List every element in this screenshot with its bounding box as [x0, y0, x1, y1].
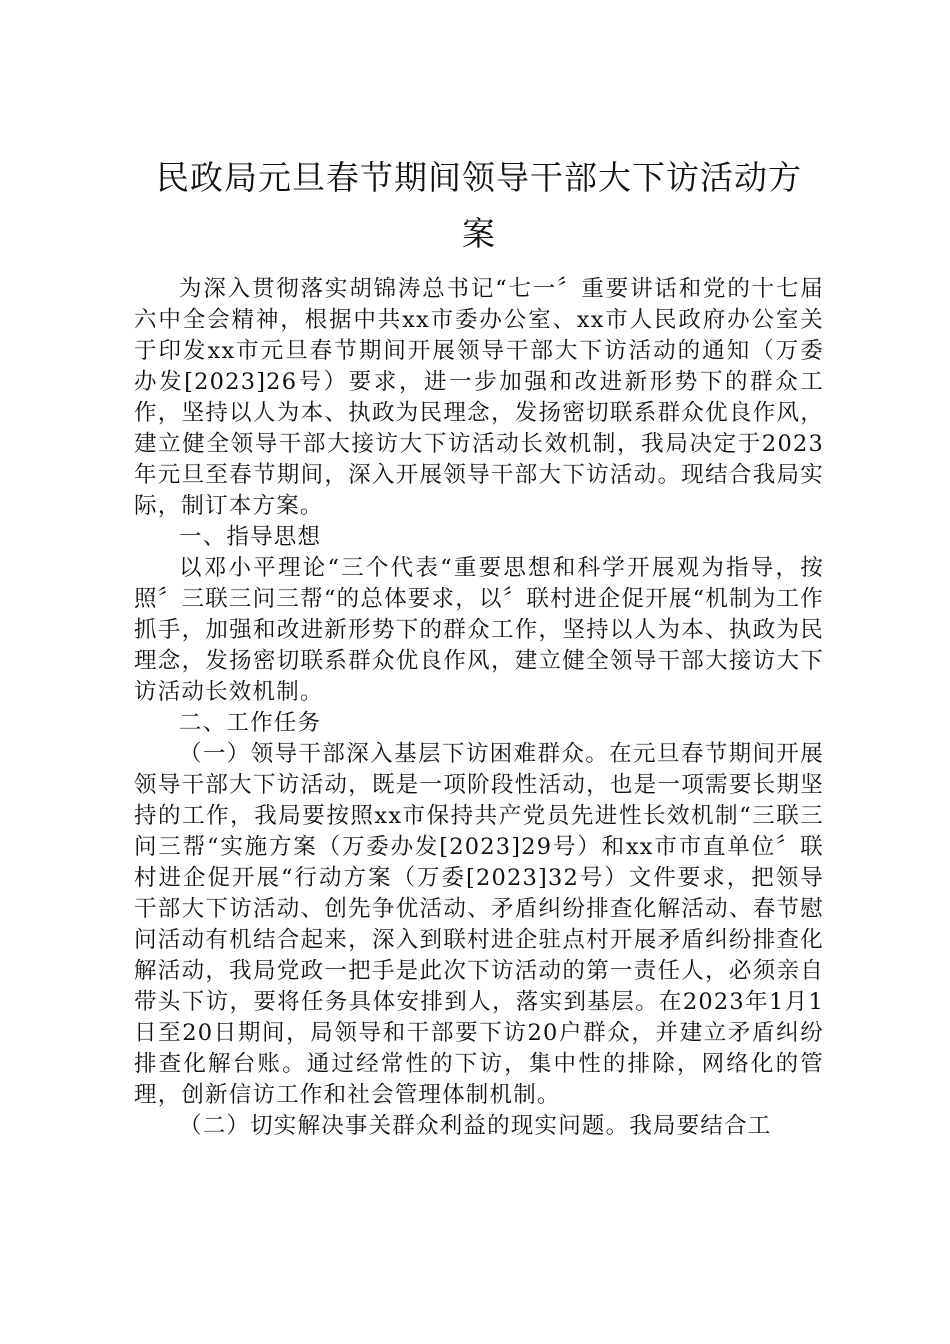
task-one-paragraph: （一）领导干部深入基层下访困难群众。在元旦春节期间开展领导干部大下访活动，既是一项阶段性活动，也是一项需要长期坚持的工作，我局要按照xx市保持共产党员先进性长效机制“三联三问三帮“实施方案（万委办发[2023]29号）和xx市市直单位〞联村进企促开展“行动方案（万委[2023]32号）文件要求，把领导干部大下访活动、创先争优活动、矛盾纠纷排查化解活动、春节慰问活动有机结合起来，深入到联村进企驻点村开展矛盾纠纷排查化解活动，我局党政一把手是此次下访活动的第一责任人，必须亲自带头下访，要将任务具体安排到人，落实到基层。在2023年1月1日至20日期间，局领导和干部要下访20户群众，并建立矛盾纠纷排查化解台账。通过经常性的下访，集中性的排除，网络化的管理，创新信访工作和社会管理体制机制。 — [134, 741, 824, 1108]
document-page — [134, 150, 824, 1142]
task-two-paragraph: （二）切实解决事关群众利益的现实问题。我局要结合工 — [179, 1113, 772, 1139]
guiding-ideology-paragraph: 以邓小平理论“三个代表“重要思想和科学开展观为指导，按照〞三联三问三帮“的总体要求，以〞联村进企促开展“机制为工作抓手，加强和改进新形势下的群众工作，坚持以人为本、执政为民理念，发扬密切联系群众优良作风，建立健全领导干部大接访大下访活动长效机制。 — [134, 555, 824, 705]
intro-paragraph: 为深入贯彻落实胡锦涛总书记“七一〞重要讲话和党的十七届六中全会精神，根据中共xx市委办公室、xx市人民政府办公室关于印发xx市元旦春节期间开展领导干部大下访活动的通知（万委办发[2023]26号）要求，进一步加强和改进新形势下的群众工作，坚持以人为本、执政为民理念，发扬密切联系群众优良作风，建立健全领导干部大接访大下访活动长效机制，我局决定于2023年元旦至春节期间，深入开展领导干部大下访活动。现结合我局实际，制订本方案。 — [134, 276, 824, 519]
title-line-1: 民政局元旦春节期间领导干部大下访活动方 — [156, 158, 802, 197]
section-heading-guiding-ideology: 一、指导思想 — [179, 524, 322, 550]
section-heading-work-tasks: 二、工作任务 — [179, 710, 322, 736]
title-line-2: 案 — [462, 214, 496, 253]
document-body — [134, 274, 824, 1142]
document-title — [134, 150, 824, 262]
